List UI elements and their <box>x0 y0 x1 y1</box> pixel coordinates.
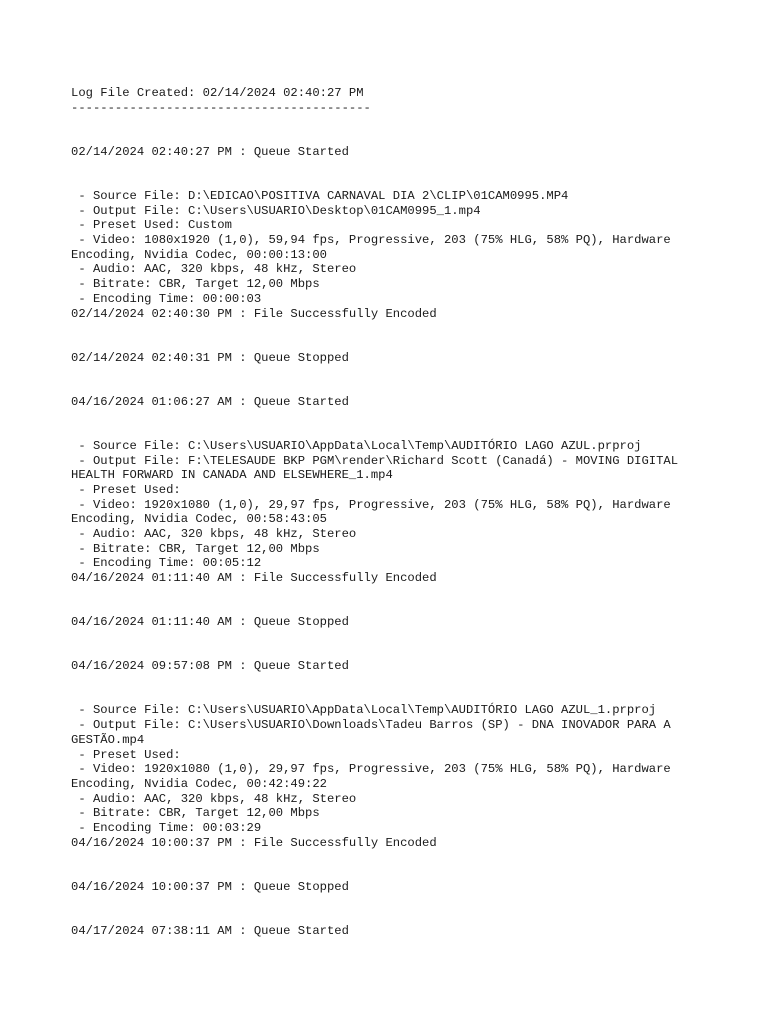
preset-line: - Preset Used: <box>71 747 181 762</box>
video-line-cont: Encoding, Nvidia Codec, 00:58:43:05 <box>71 512 327 527</box>
encoding-time-line: - Encoding Time: 00:03:29 <box>71 821 262 836</box>
queue-stopped-line: 02/14/2024 02:40:31 PM : Queue Stopped <box>71 350 349 365</box>
encoding-time-line: - Encoding Time: 00:05:12 <box>71 556 262 571</box>
output-file-line: - Output File: C:\Users\USUARIO\Desktop\01CAM0995_1.mp4 <box>71 203 481 218</box>
queue-started-line: 02/14/2024 02:40:27 PM : Queue Started <box>71 144 349 159</box>
video-line: - Video: 1080x1920 (1,0), 59,94 fps, Progressive, 203 (75% HLG, 58% PQ), Hardware <box>71 233 671 247</box>
source-file-line: - Source File: C:\Users\USUARIO\AppData\Local\Temp\AUDITÓRIO LAGO AZUL.prproj <box>71 438 642 453</box>
file-encoded-line: 02/14/2024 02:40:30 PM : File Successfully Encoded <box>71 306 437 321</box>
audio-line: - Audio: AAC, 320 kbps, 48 kHz, Stereo <box>71 527 357 542</box>
queue-stopped-line: 04/16/2024 01:11:40 AM : Queue Stopped <box>71 615 349 630</box>
log-entry <box>71 395 731 660</box>
video-line-cont: Encoding, Nvidia Codec, 00:42:49:22 <box>71 776 327 791</box>
source-file-line: - Source File: D:\EDICAO\POSITIVA CARNAVAL DIA 2\CLIP\01CAM0995.MP4 <box>71 188 569 203</box>
queue-started-line: 04/16/2024 09:57:08 PM : Queue Started <box>71 659 349 674</box>
log-created-line: Log File Created: 02/14/2024 02:40:27 PM <box>71 86 364 100</box>
file-encoded-line: 04/16/2024 01:11:40 AM : File Successfully Encoded <box>71 571 437 586</box>
bitrate-line: - Bitrate: CBR, Target 12,00 Mbps <box>71 806 320 821</box>
output-file-line-cont: GESTÃO.mp4 <box>71 732 145 747</box>
audio-line: - Audio: AAC, 320 kbps, 48 kHz, Stereo <box>71 262 357 277</box>
preset-line: - Preset Used: Custom <box>71 218 232 233</box>
video-line-cont: Encoding, Nvidia Codec, 00:00:13:00 <box>71 247 327 262</box>
output-file-line: - Output File: F:\TELESAUDE BKP PGM\render\Richard Scott (Canadá) - MOVING DIGITAL <box>71 453 679 468</box>
audio-line: - Audio: AAC, 320 kbps, 48 kHz, Stereo <box>71 791 357 806</box>
bitrate-line: - Bitrate: CBR, Target 12,00 Mbps <box>71 277 320 292</box>
log-document <box>71 86 731 939</box>
queue-stopped-line: 04/16/2024 10:00:37 PM : Queue Stopped <box>71 879 349 894</box>
encoding-time-line: - Encoding Time: 00:00:03 <box>71 291 262 306</box>
source-file-line: - Source File: C:\Users\USUARIO\AppData\Local\Temp\AUDITÓRIO LAGO AZUL_1.prproj <box>71 703 657 718</box>
log-entry <box>71 659 731 924</box>
video-line: - Video: 1920x1080 (1,0), 29,97 fps, Progressive, 203 (75% HLG, 58% PQ), Hardware <box>71 762 671 777</box>
log-entry <box>71 145 731 395</box>
preset-line: - Preset Used: <box>71 482 181 497</box>
file-encoded-line: 04/16/2024 10:00:37 PM : File Successfully Encoded <box>71 835 437 850</box>
queue-started-line: 04/17/2024 07:38:11 AM : Queue Started <box>71 923 349 938</box>
output-file-line: - Output File: C:\Users\USUARIO\Downloads\Tadeu Barros (SP) - DNA INOVADOR PARA A <box>71 718 671 733</box>
bitrate-line: - Bitrate: CBR, Target 12,00 Mbps <box>71 541 320 556</box>
output-file-line-cont: HEALTH FORWARD IN CANADA AND ELSEWHERE_1.mp4 <box>71 468 393 483</box>
queue-started-line: 04/16/2024 01:06:27 AM : Queue Started <box>71 394 349 409</box>
separator-rule: ----------------------------------------- <box>71 100 371 115</box>
video-line: - Video: 1920x1080 (1,0), 29,97 fps, Progressive, 203 (75% HLG, 58% PQ), Hardware <box>71 497 671 512</box>
